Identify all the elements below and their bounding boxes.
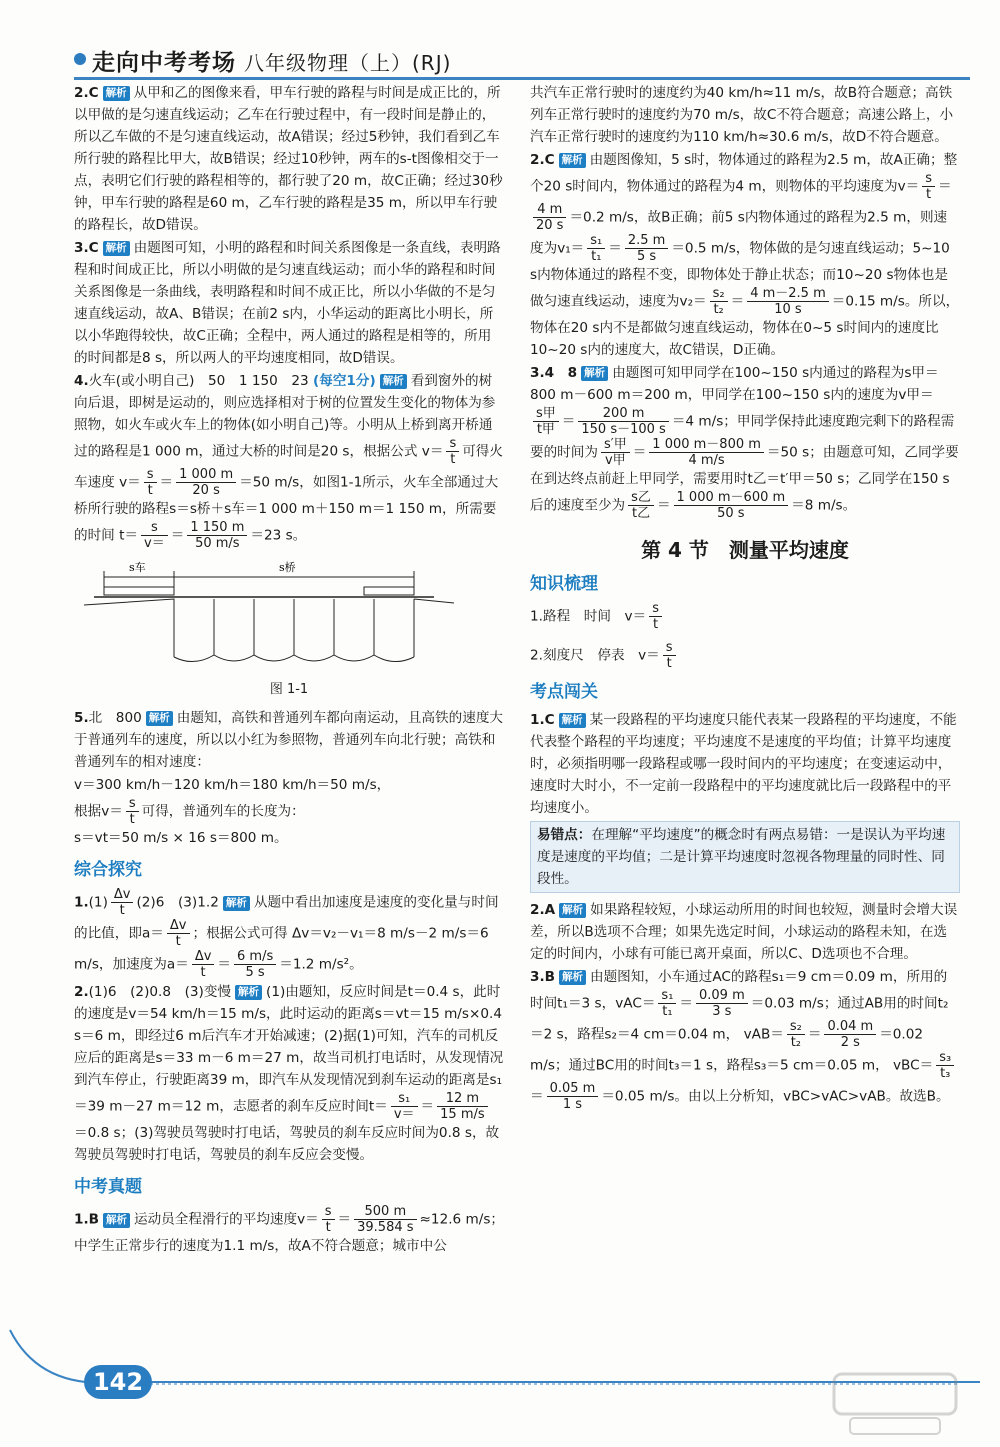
fraction: $\frac{s}{t}$ [322,1204,335,1235]
answer-3c: 3.C 解析 由题图可知，小明的路程和时间关系图像是一条直线，表明路程和时间成正比，所以小明做的是匀速直线运动；而小华的路程和时间关系图像是一条曲线，表明路程和时间不成正比，所以小华做的不是匀速直线运动，故A、B错误；在前2 s内，小华运动的距离比小明长，所以小华跑得较快，故C正确；全程中，两人通过的路程是相等的，所用的时间都是8 s，所以两人的平均速度相同，故D错误。 [74,240,501,366]
fraction: $\frac{2.5 m}{5 s}$ [625,233,668,264]
section-heading-zhongkao: 中考真题 [74,1177,142,1197]
fraction: $\frac{s}{v=}$ [141,520,168,551]
analysis-tag: 解析 [559,970,586,985]
figure-caption: 图 1-1 [269,682,309,697]
analysis-tag: 解析 [235,985,262,1000]
section-heading-kaodian: 考点闯关 [530,682,598,702]
fraction: $\frac{500 m}{39.584 s}$ [354,1204,416,1235]
fraction: $\frac{1 000 m-800 m}{4 m/s}$ [649,437,764,468]
fraction: $\frac{s}{t}$ [144,467,157,498]
fraction: $\frac{\text{s₂}}{\text{t₂}}$ [710,286,728,317]
fraction: $\frac{200 m}{150 s-100 s}$ [578,406,668,437]
fraction: $\frac{\Delta v}{t}$ [111,887,134,918]
fraction: $\frac{12 m}{15 m/s}$ [437,1091,488,1122]
left-column [74,82,504,1258]
chapter-title: 第 4 节 测量平均速度 [641,538,849,562]
fraction: $\frac{\text{s′甲}}{\text{v甲}}$ [601,437,630,468]
fraction: $\frac{s}{t}$ [446,436,459,467]
continuation-text: 共汽车正常行驶时的速度约为40 km/h≈11 m/s，故B符合题意；高铁列车正常行驶时的速度约为70 m/s，故C不符合题意；高速公路上，小汽车正常行驶时的速度约为110 km/h≈30.6 m/s，故D不符合题意。 [530,85,954,145]
answer-5: 5.北 800 解析 由题知，高铁和普通列车都向南运动，且高铁的速度大于普通列车的速度，所以以小红为参照物，普通列车向北行驶；高铁和普通列车的相对速度： [74,710,504,770]
fraction: $\frac{0.09 m}{3 s}$ [696,988,748,1019]
answer-2c: 2.C 解析 从甲和乙的图像来看，甲车行驶的路程与时间是成正比的，所以甲做的是匀速直线运动；乙车在行驶过程中，有一段时间是静止的，所以乙车做的不是匀速直线运动，故A错误；经过5秒钟，我们看到乙车所行驶的路程比甲大，故B错误；经过10秒钟，两车的s-t图像相交于一点，表明它们行驶的路程相等的，都行驶了20 m，故C正确；经过30秒钟，甲车行驶的路程是60 m，乙车行驶的路程是35 m，所以甲车行驶的路程长，故D错误。 [74,85,503,233]
fraction: $\frac{0.05 m}{1 s}$ [547,1081,599,1112]
fraction: $\frac{\Delta v}{t}$ [167,918,190,949]
label-car: s车 [129,561,146,574]
book-subtitle: 八年级物理（上）(RJ) [244,51,452,75]
fraction: $\frac{\Delta v}{t}$ [192,949,215,980]
answer-r3: 3.4 8 解析 由题图可知甲同学在100~150 s内通过的路程为s甲＝800 m－600 m＝200 m，甲同学在100~150 s内的速度为v甲＝ $\frac{\text{s甲}}{\text{t甲}}$ ＝ $\frac{200 m}{150 s-100 s}$ ＝4 m/s；甲同学保持此速度跑完剩下的路程需要的时间为 $\frac{\text{s′甲}}{\text{v甲}}$ ＝ $\frac{1 000 m-800 m}{4 m/s}$ ＝50 s；由题意可知，乙同学要在到达终点前赶上甲同学，需要用时t乙＝t′甲＝50 s；乙同学在150 s后的速度至少为 $\frac{\text{s乙}}{\text{t乙}}$ ＝ $\frac{1 000 m-600 m}{50 s}$ ＝8 m/s。 [530,365,959,521]
fraction: $\frac{\text{s₁}}{\text{t₁}}$ [658,988,676,1019]
zhishi-2: 2.刻度尺 停表 v＝ $\frac{s}{t}$ [530,640,960,671]
book-title-main: 走向中考考场 [92,50,236,76]
header-rule [74,77,970,80]
fraction: $\frac{\text{s乙}}{\text{t乙}}$ [628,490,654,521]
answer-5-line: 根据v＝ $\frac{s}{t}$ 可得，普通列车的长度为： [74,796,305,827]
fraction: $\frac{1 000 m}{20 s}$ [176,467,236,498]
analysis-tag: 解析 [559,903,586,918]
fraction: $\frac{\text{s₁}}{\text{t₁}}$ [587,233,605,264]
analysis-tag: 解析 [223,896,250,911]
answer-4: 4.火车(或小明自己) 50 1 150 23 (每空1分) 解析 看到窗外的树向后退，即树是运动的，则应选择相对于树的位置发生变化的物体为参照物，如火车或火车上的物体(如小明自己)等。小明从上桥到离开桥通过的路程是1 000 m，通过大桥的时间是20 s，根据公式 v＝ $\frac{s}{t}$ 可得火车速度 v＝ $\frac{s}{t}$ ＝ $\frac{1 000 m}{20 s}$ ＝50 m/s，如图1-1所示，火车全部通过大桥所行驶的路程s＝s桥＋s车＝1 000 m＋150 m＝1 150 m，所需要的时间 t＝ $\frac{s}{v=}$ ＝ $\frac{1 150 m}{50 m/s}$ ＝23 s。 [74,373,503,551]
analysis-tag: 解析 [103,86,130,101]
analysis-tag: 解析 [581,366,608,381]
fraction: $\frac{4 m-2.5 m}{10 s}$ [747,286,829,317]
analysis-tag: 解析 [559,153,586,168]
fraction: $\frac{\text{s甲}}{\text{t甲}}$ [533,406,559,437]
fraction: $\frac{s}{t}$ [649,601,662,632]
zonghe-1: 1.(1) $\frac{\Delta v}{t}$ (2)6 (3)1.2 解析 从题中看出加速度是速度的变化量与时间的比值，即a＝ $\frac{\Delta v}{t}$ ；根据公式可得 Δv＝v₂－v₁＝8 m/s－2 m/s＝6 m/s，加速度为a＝ $\frac{\Delta v}{t}$ ＝ $\frac{6 m/s}{5 s}$ ＝1.2 m/s²。 [74,887,499,980]
fraction: $\frac{0.04 m}{2 s}$ [824,1019,876,1050]
kaodian-2: 2.A 解析 如果路程较短，小球运动所用的时间也较短，测量时会增大误差，所以B选项不合理；如果先选定时间，小球运动的路程未知，在选定的时间内，小球有可能已离开桌面，所以C、D选项也不合理。 [530,902,958,962]
answer-5-line: v＝300 km/h－120 km/h＝180 km/h＝50 m/s， [74,777,391,793]
zhongkao-1: 1.B 解析 运动员全程滑行的平均速度v＝ $\frac{s}{t}$ ＝ $\frac{500 m}{39.584 s}$ ≈12.6 m/s；中学生正常步行的速度为1.1 m/s，故A不符合题意；城市中公 [74,1204,505,1254]
zonghe-2: 2.(1)6 (2)0.8 (3)变慢 解析 (1)由题知，反应时间是t＝0.4 s，此时的速度是v＝54 km/h＝15 m/s，此时运动的距离s＝vt＝15 m/s×0.4 s＝6 m，即经过6 m后汽车才开始减速；(2)据(1)可知，汽车的司机反应后的距离是s＝33 m－6 m＝27 m，故当司机打电话时，从发现情况到汽车停止，行驶距离39 m，即汽车从发现情况到刹车运动的距离是s₁＝39 m－27 m＝12 m，志愿者的刹车反应时间t＝ $\frac{\text{s₁}}{v=}$ ＝ $\frac{12 m}{15 m/s}$ ＝0.8 s；(3)驾驶员驾驶时打电话，驾驶员的刹车反应时间为0.8 s，故驾驶员驾驶时打电话，驾驶员的刹车反应会变慢。 [74,984,504,1163]
fraction: $\frac{\text{s₁}}{v=}$ [391,1091,418,1122]
page-number: 142 [84,1365,152,1399]
bridge-diagram [74,557,474,677]
analysis-tag: 解析 [559,713,586,728]
page-header [0,0,1000,80]
fraction: $\frac{4 m}{20 s}$ [533,202,566,233]
train-car [104,587,174,595]
fraction: $\frac{1 150 m}{50 m/s}$ [187,520,247,551]
fraction: $\frac{s}{t}$ [126,796,139,827]
train-end [364,587,414,595]
analysis-tag: 解析 [146,711,173,726]
bridge-figure [74,557,504,677]
easy-mistake-box: 易错点：在理解“平均速度”的概念时有两点易错：一是误认为平均速度是速度的平均值；二是计算平均速度时忽视各物理量的同时性、同段性。 [530,821,960,893]
fraction: $\frac{s}{t}$ [663,640,676,671]
fraction: $\frac{1 000 m-600 m}{50 s}$ [674,490,789,521]
watermark-logo-icon [830,1368,960,1440]
right-column [530,82,960,1113]
fraction: $\frac{\text{s₂}}{\text{t₂}}$ [787,1019,805,1050]
zhishi-1: 1.路程 时间 v＝ $\frac{s}{t}$ [530,601,960,632]
kaodian-1: 1.C 解析 某一段路程的平均速度只能代表某一段路程的平均速度，不能代表整个路程的平均速度；平均速度不是速度的平均值；计算平均速度时，必须指明哪一段路程或哪一段时间内的平均速度；在变速运动中，速度时大时小，不一定前一段路程中的平均速度就比后一段路程中的平均速度小。 [530,712,957,816]
book-title [92,44,451,77]
fraction: $\frac{s}{t}$ [922,171,935,202]
section-heading-zhishi: 知识梳理 [530,574,598,594]
label-bridge: s桥 [279,561,296,574]
analysis-tag: 解析 [103,1213,130,1228]
section-heading-zonghe: 综合探究 [74,860,142,880]
fraction: $\frac{\text{s₃}}{\text{t₃}}$ [936,1050,954,1081]
analysis-tag: 解析 [380,374,407,389]
answer-r2c: 2.C 解析 由题图像知，5 s时，物体通过的路程为2.5 m，故A正确；整个20 s时间内，物体通过的路程为4 m，则物体的平均速度为v＝ $\frac{s}{t}$ ＝ $\frac{4 m}{20 s}$ ＝0.2 m/s，故B正确；前5 s内物体通过的路程为2.5 m，则速度为v₁＝ $\frac{\text{s₁}}{\text{t₁}}$ ＝ $\frac{2.5 m}{5 s}$ ＝0.5 m/s，物体做的是匀速直线运动；5~10 s内物体通过的路程不变，即物体处于静止状态；而10~20 s物体也是做匀速直线运动，速度为v₂＝ $\frac{\text{s₂}}{\text{t₂}}$ ＝ $\frac{4 m-2.5 m}{10 s}$ ＝0.15 m/s。所以，物体在20 s内不是都做匀速直线运动，物体在0~5 s时间内的速度比10~20 s内的速度大，故C错误，D正确。 [530,152,960,358]
answer-5-line: s＝vt＝50 m/s × 16 s＝800 m。 [74,830,288,846]
header-bullet-icon [74,53,86,65]
analysis-tag: 解析 [103,241,130,256]
fraction: $\frac{6 m/s}{5 s}$ [234,949,276,980]
kaodian-3: 3.B 解析 由题图知，小车通过AC的路程s₁＝9 cm＝0.09 m，所用的时间t₁＝3 s，vAC＝ $\frac{\text{s₁}}{\text{t₁}}$ ＝ $\frac{0.09 m}{3 s}$ ＝0.03 m/s；通过AB用的时间t₂＝2 s，路程s₂＝4 cm＝0.04 m， vAB＝ $\frac{\text{s₂}}{\text{t₂}}$ ＝ $\frac{0.04 m}{2 s}$ ＝0.02 m/s；通过BC用的时间t₃＝1 s，路程s₃＝5 cm＝0.05 m， vBC＝ $\frac{\text{s₃}}{\text{t₃}}$ ＝ $\frac{0.05 m}{1 s}$ ＝0.05 m/s。由以上分析知，vBC>vAC>vAB。故选B。 [530,966,960,1112]
